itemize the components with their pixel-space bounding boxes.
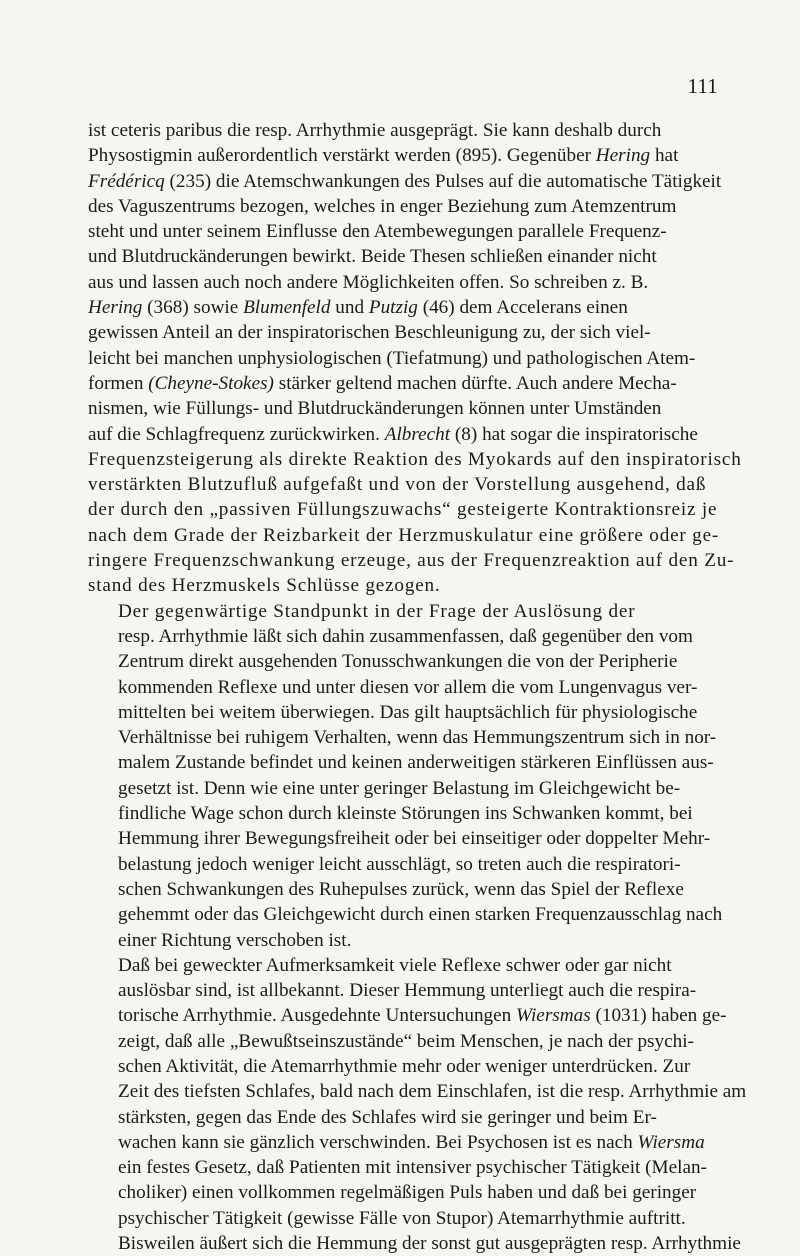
text-line [88, 422, 718, 447]
text-line [88, 295, 718, 320]
text-segment: gehemmt oder das Gleichgewicht durch einen starken Frequenzausschlag nach [118, 904, 723, 926]
text-line [88, 1180, 718, 1205]
paragraph-2 [88, 599, 723, 953]
text-segment: hat [650, 145, 679, 167]
text-line [88, 523, 718, 548]
text-line [88, 1105, 718, 1130]
text-segment: (235) die Atemschwankungen des Pulses auf die automatische Tätigkeit [164, 170, 722, 192]
text-segment: malem Zustande befindet und keinen anderweitigen stärkeren Einflüssen aus- [118, 752, 714, 774]
text-segment: ein festes Gesetz, daß Patienten mit intensiver psychischer Tätigkeit (Melan- [118, 1157, 707, 1179]
text-line [88, 750, 718, 775]
text-line [88, 320, 718, 345]
text-line [88, 270, 718, 295]
text-segment: schen Schwankungen des Ruhepulses zurück, wenn das Spiel der Reflexe [118, 878, 684, 900]
text-line [88, 169, 722, 194]
text-line [88, 1003, 727, 1028]
text-segment: Daß bei geweckter Aufmerksamkeit viele Reflexe schwer oder gar nicht [118, 954, 672, 976]
italic-reference: Putzig [368, 297, 418, 319]
text-segment: stand des Herzmuskels Schlüsse gezogen. [88, 575, 441, 597]
text-line [88, 143, 718, 168]
text-segment: torische Arrhythmie. Ausgedehnte Untersuchungen [118, 1005, 517, 1027]
text-segment: formen [88, 372, 149, 394]
text-line [88, 396, 718, 421]
text-line [88, 1054, 718, 1079]
text-segment: (368) sowie [142, 297, 244, 319]
text-segment: stärker geltend machen dürfte. Auch andere Mecha- [273, 372, 677, 394]
text-line [88, 852, 718, 877]
text-line [88, 776, 718, 801]
italic-reference: Blumenfeld [243, 297, 331, 319]
italic-reference: Wiersmas [516, 1005, 591, 1027]
text-line [88, 902, 723, 927]
italic-reference: Wiersma [637, 1131, 705, 1153]
text-segment: belastung jedoch weniger leicht ausschlägt, so treten auch die respiratori- [118, 853, 681, 875]
text-segment: mittelten bei weitem überwiegen. Das gilt hauptsächlich für physiologische [118, 701, 698, 723]
text-line [88, 624, 718, 649]
text-segment: schen Aktivität, die Atemarrhythmie mehr oder weniger unterdrücken. Zur [118, 1055, 691, 1077]
text-segment: (46) dem Accelerans einen [417, 297, 628, 319]
text-line [88, 118, 718, 143]
text-segment: (8) hat sogar die inspiratorische [450, 423, 698, 445]
text-line [88, 1079, 747, 1104]
text-segment: Zeit des tiefsten Schlafes, bald nach dem Einschlafen, ist die resp. Arrhythmie am [118, 1081, 747, 1103]
text-segment: ringere Frequenzschwankung erzeuge, aus der Frequenzreaktion auf den Zu- [88, 550, 735, 572]
text-segment: und [330, 297, 369, 319]
text-segment: kommenden Reflexe und unter diesen vor allem die vom Lungenvagus ver- [118, 676, 698, 698]
text-segment: verstärkten Blutzufluß aufgefaßt und von der Vorstellung ausgehend, daß [88, 474, 707, 496]
text-segment: psychischer Tätigkeit (gewisse Fälle von Stupor) Atemarrhythmie auftritt. [118, 1207, 686, 1229]
text-segment: des Vaguszentrums bezogen, welches in enger Beziehung zum Atemzentrum [88, 195, 677, 217]
text-line [88, 219, 718, 244]
text-line [88, 244, 718, 269]
italic-reference: (Cheyne-Stokes) [148, 372, 274, 394]
text-line [88, 1155, 718, 1180]
text-line [88, 346, 718, 371]
text-line [88, 978, 718, 1003]
text-line [88, 548, 735, 573]
text-segment: findliche Wage schon durch kleinste Störungen ins Schwanken kommt, bei [118, 803, 693, 825]
text-line [88, 599, 718, 624]
text-line [88, 928, 718, 953]
italic-reference: Albrecht [384, 423, 451, 445]
text-segment: der durch den „passiven Füllungszuwachs“ gesteigerte Kontraktionsreiz je [88, 499, 718, 521]
text-segment: auf die Schlagfrequenz zurückwirken. [88, 423, 385, 445]
text-segment: gewissen Anteil an der inspiratorischen Beschleunigung zu, der sich viel- [88, 322, 651, 344]
text-segment: Der gegenwärtige Standpunkt in der Frage der Auslösung der [118, 600, 636, 622]
italic-reference: Hering [88, 297, 143, 319]
text-line [88, 1231, 741, 1256]
page-number: 111 [687, 74, 718, 98]
text-segment: (1031) haben ge- [590, 1005, 727, 1027]
paragraph-1 [88, 118, 742, 599]
text-segment: steht und unter seinem Einflusse den Atembewegungen parallele Frequenz- [88, 221, 667, 243]
text-line [88, 826, 718, 851]
text-line [88, 725, 718, 750]
text-line [88, 700, 718, 725]
text-segment: ist ceteris paribus die resp. Arrhythmie ausgeprägt. Sie kann deshalb durch [88, 120, 662, 141]
text-segment: Zentrum direkt ausgehenden Tonusschwankungen die von der Peripherie [118, 651, 678, 673]
text-segment: auslösbar sind, ist allbekannt. Dieser Hemmung unterliegt auch die respira- [118, 980, 697, 1002]
text-segment: leicht bei manchen unphysiologischen (Tiefatmung) und pathologischen Atem- [88, 347, 696, 369]
italic-reference: Hering [595, 145, 651, 167]
text-line [88, 953, 718, 978]
italic-reference: Frédéricq [88, 170, 165, 192]
text-line [88, 371, 718, 396]
text-line [88, 675, 718, 700]
text-line [88, 497, 718, 522]
text-line [88, 801, 718, 826]
text-segment: nach dem Grade der Reizbarkeit der Herzmuskulatur eine größere oder ge- [88, 524, 720, 546]
body-text [88, 118, 747, 1256]
text-line [88, 1206, 718, 1231]
text-segment: Frequenzsteigerung als direkte Reaktion des Myokards auf den inspiratorisch [88, 448, 742, 470]
text-segment: choliker) einen vollkommen regelmäßigen Puls haben und daß bei geringer [118, 1182, 697, 1204]
text-segment: Verhältnisse bei ruhigem Verhalten, wenn das Hemmungszentrum sich in nor- [118, 727, 717, 749]
text-line [88, 1029, 718, 1054]
text-line [88, 1130, 718, 1155]
text-segment: wachen kann sie gänzlich verschwinden. Bei Psychosen ist es nach [118, 1131, 638, 1153]
text-segment: zeigt, daß alle „Bewußtseinszustände“ beim Menschen, je nach der psychi- [118, 1030, 694, 1052]
text-segment: Bisweilen äußert sich die Hemmung der sonst gut ausgeprägten resp. Arrhythmie [118, 1233, 741, 1255]
text-segment: aus und lassen auch noch andere Möglichkeiten offen. So schreiben z. B. [88, 271, 649, 293]
text-segment: Physostigmin außerordentlich verstärkt werden (895). Gegenüber [88, 145, 596, 167]
text-line [88, 447, 742, 472]
text-line [88, 573, 718, 598]
text-segment: gesetzt ist. Denn wie eine unter geringer Belastung im Gleichgewicht be- [118, 777, 681, 799]
text-line [88, 877, 718, 902]
text-segment: und Blutdruckänderungen bewirkt. Beide Thesen schließen einander nicht [88, 246, 657, 268]
text-segment: Hemmung ihrer Bewegungsfreiheit oder bei einseitiger oder doppelter Mehr- [118, 828, 711, 850]
text-line [88, 472, 718, 497]
text-segment: nismen, wie Füllungs- und Blutdruckänderungen können unter Umständen [88, 398, 662, 420]
text-line [88, 194, 718, 219]
text-segment: stärksten, gegen das Ende des Schlafes wird sie geringer und beim Er- [118, 1106, 657, 1128]
text-segment: resp. Arrhythmie läßt sich dahin zusammenfassen, daß gegenüber den vom [118, 625, 693, 647]
text-line [88, 649, 718, 674]
text-segment: einer Richtung verschoben ist. [118, 929, 352, 951]
paragraph-3 [88, 953, 747, 1256]
